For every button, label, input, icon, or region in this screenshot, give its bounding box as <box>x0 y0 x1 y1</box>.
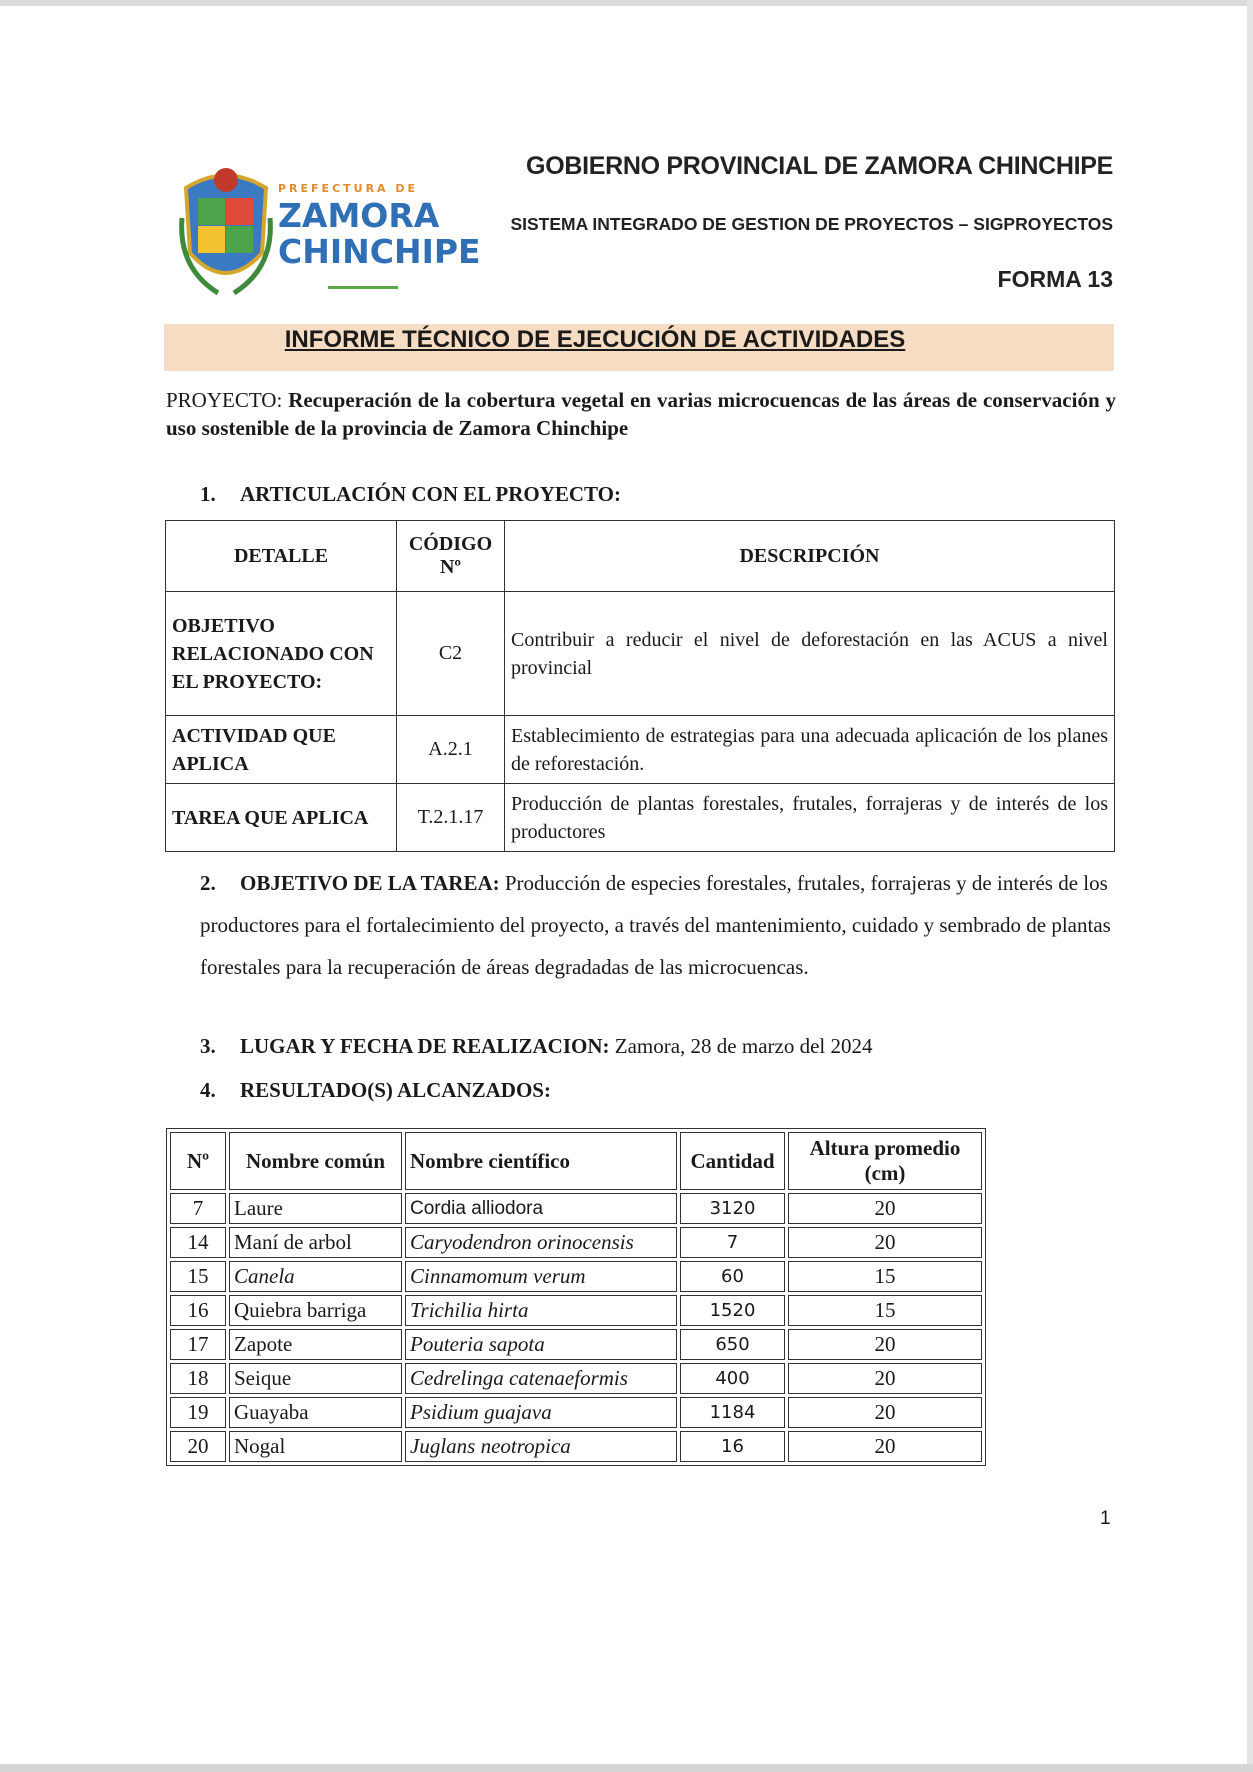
cell-cantidad: 7 <box>680 1227 785 1258</box>
articulation-table <box>165 520 1115 852</box>
cell-n: 17 <box>170 1329 226 1360</box>
cell-detalle: ACTIVIDAD QUE APLICA <box>166 716 397 784</box>
shield-icon <box>178 158 273 308</box>
cell-comun: Seique <box>229 1363 402 1394</box>
cell-n: 15 <box>170 1261 226 1292</box>
cell-descripcion: Establecimiento de estrategias para una adecuada aplicación de los planes de reforestación. <box>505 716 1115 784</box>
header-comun: Nombre común <box>229 1132 402 1190</box>
cell-altura: 20 <box>788 1397 982 1428</box>
table-row <box>170 1295 982 1326</box>
cell-comun: Guayaba <box>229 1397 402 1428</box>
cell-cientifico: Cedrelinga catenaeformis <box>405 1363 677 1394</box>
section-title: ARTICULACIÓN CON EL PROYECTO: <box>240 482 622 506</box>
cell-altura: 20 <box>788 1431 982 1462</box>
section-4-heading <box>200 1078 551 1103</box>
section-number: 3. <box>200 1034 216 1058</box>
header-cientifico: Nombre científico <box>405 1132 677 1190</box>
header-codigo: CÓDIGO Nº <box>397 521 505 592</box>
prefectura-logo <box>178 158 481 308</box>
cell-cientifico: Cinnamomum verum <box>405 1261 677 1292</box>
page-edge <box>1247 0 1253 1772</box>
cell-cientifico: Juglans neotropica <box>405 1431 677 1462</box>
cell-comun: Maní de arbol <box>229 1227 402 1258</box>
table-row <box>170 1397 982 1428</box>
cell-cientifico: Psidium guajava <box>405 1397 677 1428</box>
cell-codigo: A.2.1 <box>397 716 505 784</box>
table-row <box>170 1329 982 1360</box>
cell-cantidad: 60 <box>680 1261 785 1292</box>
cell-altura: 20 <box>788 1329 982 1360</box>
logo-line-2: CHINCHIPE <box>278 232 481 271</box>
table-row <box>170 1363 982 1394</box>
section-title: LUGAR Y FECHA DE REALIZACION <box>240 1034 603 1058</box>
cell-comun: Zapote <box>229 1329 402 1360</box>
cell-cientifico: Cordia alliodora <box>405 1193 677 1224</box>
cell-comun: Canela <box>229 1261 402 1292</box>
table-row <box>166 784 1115 852</box>
header-altura: Altura promedio (cm) <box>788 1132 982 1190</box>
cell-altura: 20 <box>788 1193 982 1224</box>
cell-altura: 20 <box>788 1363 982 1394</box>
logo-underline <box>328 286 398 289</box>
section-1-heading <box>200 482 621 507</box>
cell-cientifico: Caryodendron orinocensis <box>405 1227 677 1258</box>
table-header-row <box>170 1132 982 1190</box>
section-number: 1. <box>200 482 216 506</box>
table-row <box>170 1261 982 1292</box>
table-row <box>170 1227 982 1258</box>
section-3-heading: 3. LUGAR Y FECHA DE REALIZACION: Zamora, 28 de marzo del 2024 <box>200 1034 873 1058</box>
page-number: 1 <box>1100 1508 1111 1529</box>
project-value: Recuperación de la cobertura vegetal en varias microcuencas de las áreas de conservación y uso sostenible de la provincia de Zamora Chinchipe <box>166 388 1116 440</box>
cell-altura: 20 <box>788 1227 982 1258</box>
section-number: 2. <box>200 871 216 895</box>
cell-codigo: C2 <box>397 592 505 716</box>
cell-codigo: T.2.1.17 <box>397 784 505 852</box>
page-edge <box>0 1764 1253 1772</box>
section-3-text: Zamora, 28 de marzo del 2024 <box>614 1034 873 1058</box>
header-subtitle: SISTEMA INTEGRADO DE GESTION DE PROYECTOS – SIGPROYECTOS <box>510 214 1113 234</box>
cell-cantidad: 16 <box>680 1431 785 1462</box>
cell-altura: 15 <box>788 1261 982 1292</box>
table-row <box>166 716 1115 784</box>
page-edge <box>0 0 1253 6</box>
header-detalle: DETALLE <box>166 521 397 592</box>
cell-comun: Nogal <box>229 1431 402 1462</box>
cell-cantidad: 400 <box>680 1363 785 1394</box>
cell-detalle: OBJETIVO RELACIONADO CON EL PROYECTO: <box>166 592 397 716</box>
header-title: GOBIERNO PROVINCIAL DE ZAMORA CHINCHIPE <box>526 152 1113 180</box>
section-title: RESULTADO(S) ALCANZADOS: <box>240 1078 551 1102</box>
cell-cantidad: 1520 <box>680 1295 785 1326</box>
cell-cantidad: 1184 <box>680 1397 785 1428</box>
cell-n: 14 <box>170 1227 226 1258</box>
header-cantidad: Cantidad <box>680 1132 785 1190</box>
table-row <box>170 1431 982 1462</box>
section-2-text: Producción de especies forestales, frutales, forrajeras y de interés de los productores para el fortalecimiento del proyecto, a través del mantenimiento, cuidado y sembrado de plantas forestales para la recuperación de áreas degradadas de las microcuencas. <box>200 871 1111 979</box>
cell-cientifico: Pouteria sapota <box>405 1329 677 1360</box>
table-row <box>166 592 1115 716</box>
logo-small-text: PREFECTURA DE <box>278 182 419 195</box>
cell-comun: Quiebra barriga <box>229 1295 402 1326</box>
header-descripcion: DESCRIPCIÓN <box>505 521 1115 592</box>
cell-n: 16 <box>170 1295 226 1326</box>
cell-cientifico: Trichilia hirta <box>405 1295 677 1326</box>
project-label: PROYECTO: <box>166 388 283 412</box>
cell-descripcion: Producción de plantas forestales, frutales, forrajeras y de interés de los productores <box>505 784 1115 852</box>
cell-cantidad: 3120 <box>680 1193 785 1224</box>
section-2-objective: 2. OBJETIVO DE LA TAREA: Producción de especies forestales, frutales, forrajeras y de interés de los productores para el fortalecimiento del proyecto, a través del mantenimiento, cuidado y sembrado de plantas forestales para la recuperación de áreas degradadas de las microcuencas. <box>200 862 1116 988</box>
logo-line-1: ZAMORA <box>278 196 440 235</box>
cell-detalle: TAREA QUE APLICA <box>166 784 397 852</box>
cell-n: 7 <box>170 1193 226 1224</box>
report-title: INFORME TÉCNICO DE EJECUCIÓN DE ACTIVIDADES <box>284 326 906 353</box>
cell-n: 20 <box>170 1431 226 1462</box>
cell-cantidad: 650 <box>680 1329 785 1360</box>
results-table <box>166 1128 986 1466</box>
section-title: OBJETIVO DE LA TAREA <box>240 871 493 895</box>
cell-comun: Laure <box>229 1193 402 1224</box>
table-row <box>170 1193 982 1224</box>
cell-n: 19 <box>170 1397 226 1428</box>
project-statement <box>166 386 1116 442</box>
cell-descripcion: Contribuir a reducir el nivel de deforestación en las ACUS a nivel provincial <box>505 592 1115 716</box>
cell-n: 18 <box>170 1363 226 1394</box>
section-number: 4. <box>200 1078 216 1102</box>
header-n: Nº <box>170 1132 226 1190</box>
table-header-row <box>166 521 1115 592</box>
cell-altura: 15 <box>788 1295 982 1326</box>
form-number: FORMA 13 <box>997 266 1113 292</box>
